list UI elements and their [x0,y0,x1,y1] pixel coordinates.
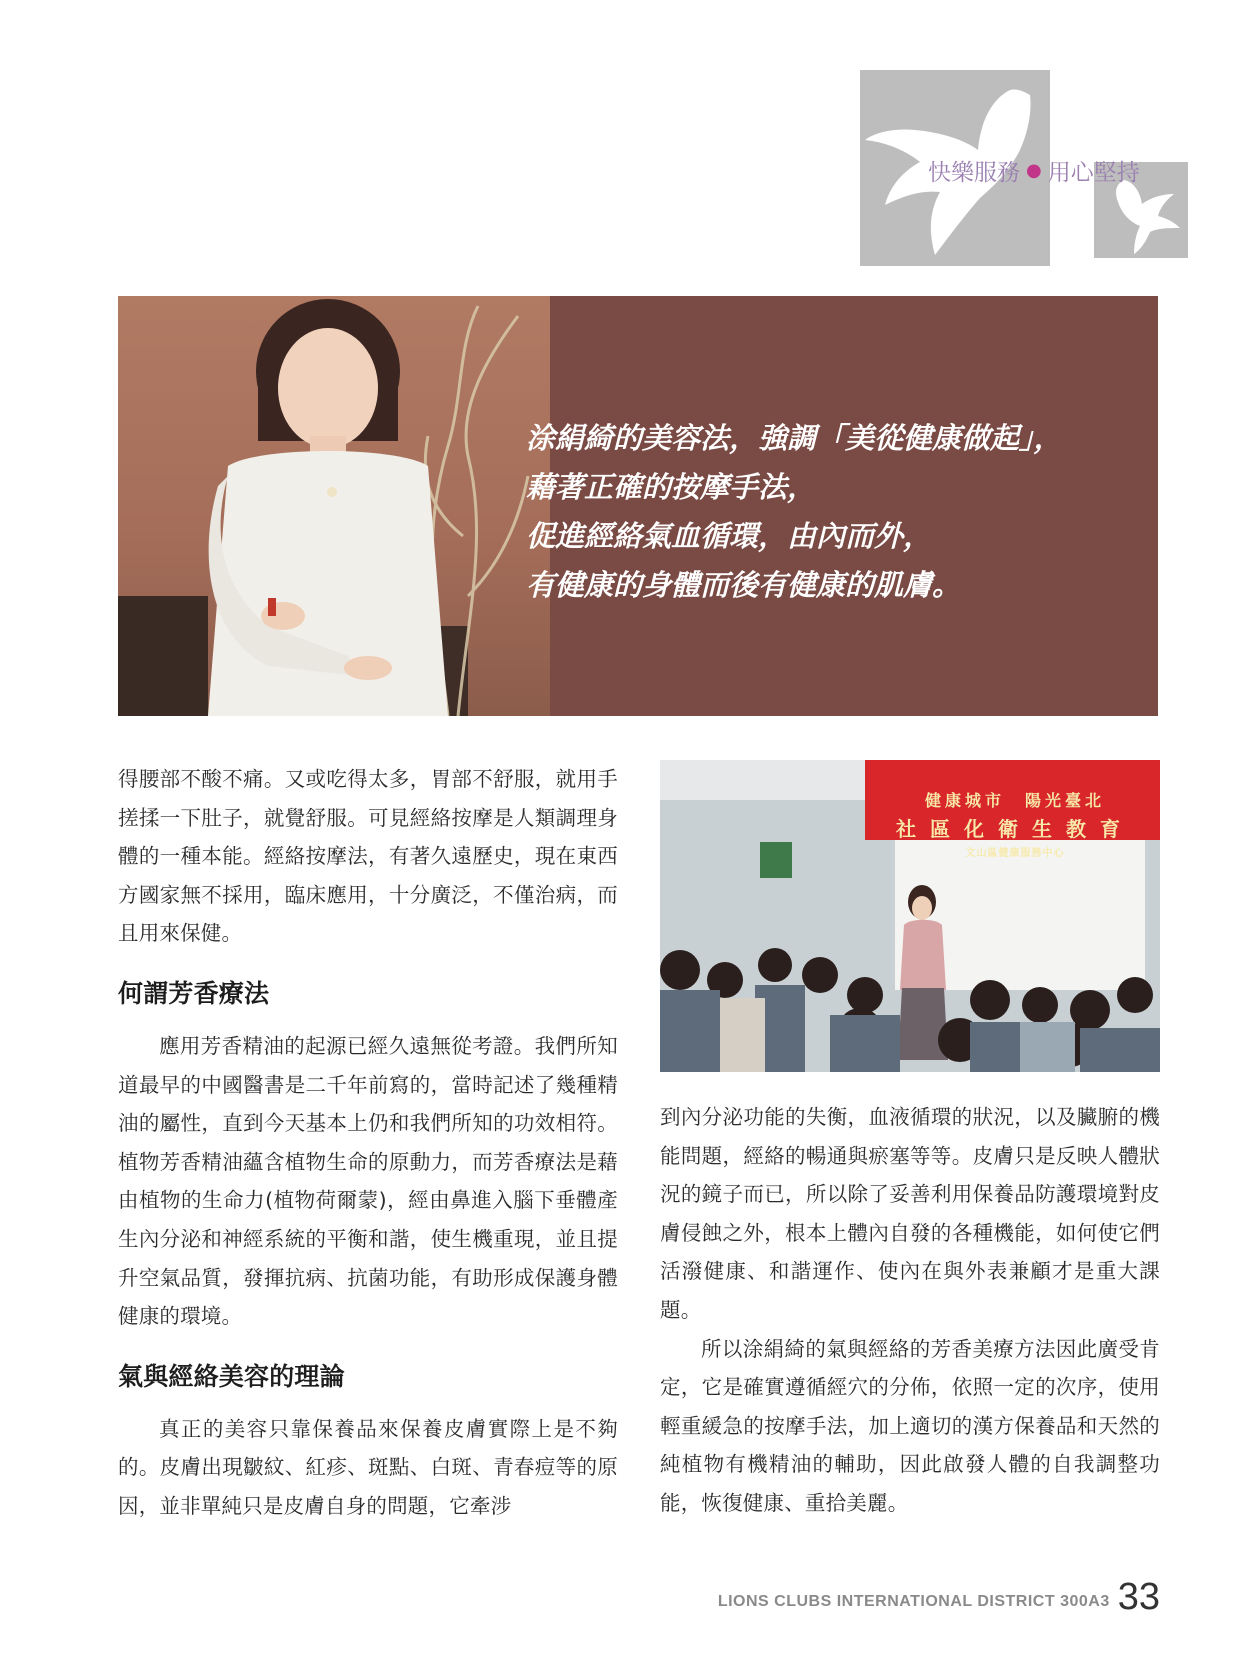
paragraph: 真正的美容只靠保養品來保養皮膚實際上是不夠的。皮膚出現皺紋、紅疹、斑點、白斑、青春痘等的原因，並非單純只是皮膚自身的問題，它牽涉 [118,1416,618,1518]
page-footer [718,1576,1160,1616]
hero-banner [118,296,1158,716]
banner-line: 文山區健康服務中心 [965,848,1065,859]
page-number: 33 [1117,1576,1160,1618]
slogan-right: 用心堅持 [1047,159,1140,186]
dove-icon [1116,180,1180,254]
quote-line: 藉著正確的按摩手法， [526,470,817,504]
paragraph: 應用芳香精油的起源已經久遠無從考證。我們所知道最早的中國醫書是二千年前寫的，當時記述了幾種精油的屬性，直到今天基本上仍和我們所知的功效相符。植物芳香精油蘊含植物生命的原動力，而芳香療法是藉由植物的生命力(植物荷爾蒙)，經由鼻進入腦下垂體產生內分泌和神經系統的平衡和諧，使生機重現，並且提升空氣品質，發揮抗病、抗菌功能，有助形成保護身體健康的環境。 [118,1033,618,1329]
slogan-dot-icon: ● [1026,159,1042,181]
footer-publication: LIONS CLUBS INTERNATIONAL DISTRICT 300A3 [717,1593,1110,1610]
classroom-banner [880,788,1150,859]
header-slogan [928,152,1140,188]
section-heading: 何謂芳香療法 [118,978,270,1008]
section-heading: 氣與經絡美容的理論 [118,1361,345,1391]
quote-line: 促進經絡氣血循環，由內而外， [526,519,933,553]
quote-line: 有健康的身體而後有健康的肌膚。 [526,568,962,602]
left-column [118,760,618,1526]
slogan-left: 快樂服務 [928,159,1020,186]
quote-line: 涂絹綺的美容法，強調「美從健康做起」， [526,421,1063,455]
banner-line: 社區化衛生教育 [896,817,1134,841]
banner-line: 健康城市 陽光臺北 [924,791,1105,810]
paragraph: 得腰部不酸不痛。又或吃得太多，胃部不舒服，就用手搓揉一下肚子，就覺舒服。可見經絡按摩是人類調理身體的一種本能。經絡按摩法，有著久遠歷史，現在東西方國家無不採用，臨床應用，十分廣泛，不僅治病，而且用來保健。 [118,767,618,946]
right-column [660,1098,1160,1523]
paragraph: 所以涂絹綺的氣與經絡的芳香美療方法因此廣受肯定，它是確實遵循經穴的分佈，依照一定的次序，使用輕重緩急的按摩手法，加上適切的漢方保養品和天然的純植物有機精油的輔助，因此啟發人體的自我調整功能，恢復健康、重拾美麗。 [660,1336,1160,1515]
portrait-photo [118,296,550,716]
hero-quote [526,414,1146,610]
classroom-photo [660,760,1160,1072]
paragraph: 到內分泌功能的失衡，血液循環的狀況，以及臟腑的機能問題，經絡的暢通與瘀塞等等。皮膚只是反映人體狀況的鏡子而已，所以除了妥善利用保養品防護環境對皮膚侵蝕之外，根本上體內自發的各種機能，如何使它們活潑健康、和諧運作、使內在與外表兼顧才是重大課題。 [660,1105,1160,1322]
